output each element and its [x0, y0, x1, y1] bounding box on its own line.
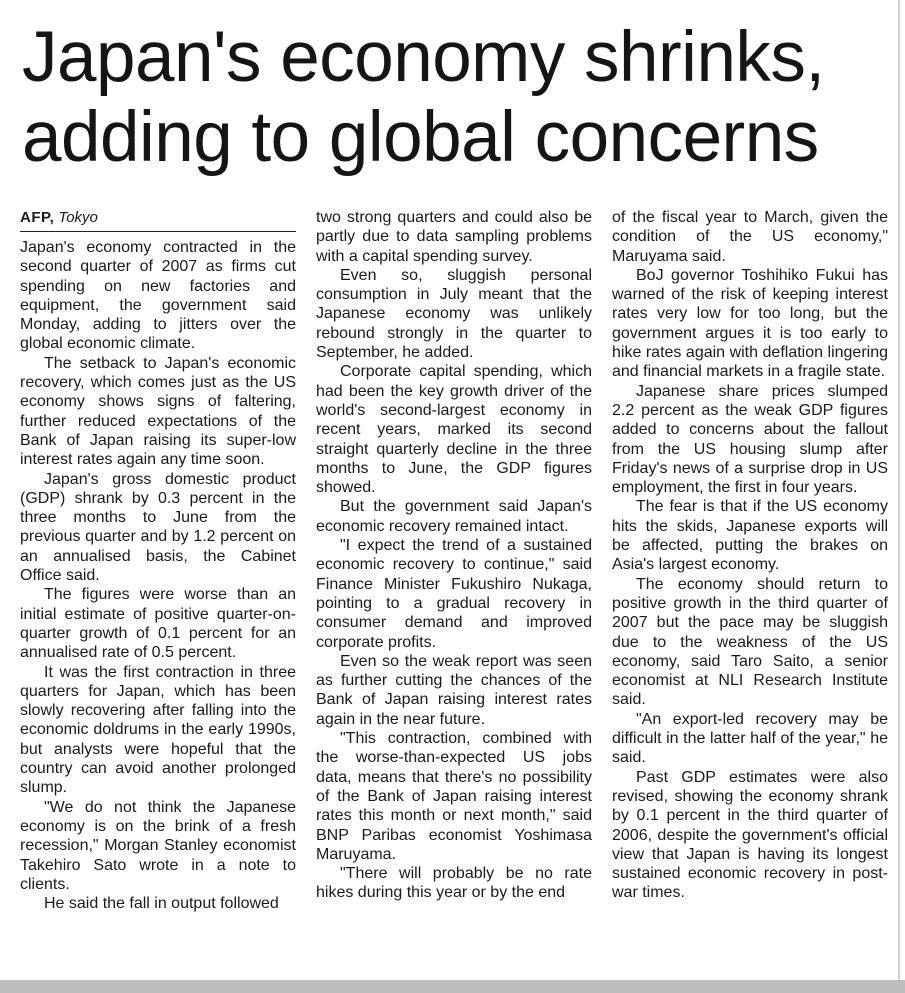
byline-agency: AFP, — [20, 209, 55, 226]
paragraph: of the fiscal year to March, given the condition of the US economy," Maruyama said. — [612, 209, 888, 265]
column-3 — [612, 208, 888, 968]
paragraph: It was the first contraction in three quarters for Japan, which has been slowly recovering after falling into the economic doldrums in the early 1990s, but analysts were hopeful that the country can avoid another prolonged slump. — [20, 663, 296, 797]
article-body — [20, 208, 888, 968]
paragraph: The economy should return to positive growth in the third quarter of 2007 but the pace may be sluggish due to the weakness of the US economy, said Taro Saito, a senior economist at NLI Research Institute said. — [612, 575, 888, 709]
paragraph: BoJ governor Toshihiko Fukui has warned of the risk of keeping interest rates very low for too long, but the government argues it is too early to hike rates again with deflation lingering and financial markets in a fragile state. — [612, 266, 888, 381]
paragraph: Past GDP estimates were also revised, showing the economy shrank by 0.1 percent in the third quarter of 2006, despite the government's official view that Japan is having its longest sustained economic recovery in post-war times. — [612, 768, 888, 902]
paragraph: Japan's gross domestic product (GDP) shrank by 0.3 percent in the three months to June from the previous quarter and by 1.2 percent on an annualised basis, the Cabinet Office said. — [20, 470, 296, 585]
paragraph: "We do not think the Japanese economy is on the brink of a fresh recession," Morgan Stanley economist Takehiro Sato wrote in a note to clients. — [20, 798, 296, 893]
byline — [20, 208, 296, 232]
paragraph: The fear is that if the US economy hits the skids, Japanese exports will be affected, putting the brakes on Asia's largest economy. — [612, 498, 888, 574]
byline-place: Tokyo — [58, 209, 98, 226]
paragraph: Corporate capital spending, which had been the key growth driver of the world's second-largest economy in recent years, marked its second straight quarterly decline in the three months to June, the GDP figures showed. — [316, 363, 592, 497]
headline-line-1: Japan's economy shrinks, — [22, 18, 825, 97]
paragraph: Japan's economy contracted in the second quarter of 2007 as firms cut spending on new factories and equipment, the government said Monday, adding to jitters over the global economic climate. — [20, 239, 296, 353]
paragraph: The setback to Japan's economic recovery, which comes just as the US economy shows signs of faltering, further reduced expectations of the Bank of Japan raising its super-low interest rates again any time soon. — [20, 354, 296, 469]
bottom-border-bar — [0, 980, 905, 993]
paragraph: Japanese share prices slumped 2.2 percent as the weak GDP figures added to concerns about the fallout from the US housing slump after Friday's news of a surprise drop in US employment, the first in four years. — [612, 382, 888, 497]
paragraph: "There will probably be no rate hikes during this year or by the end — [316, 865, 592, 902]
paragraph: But the government said Japan's economic recovery remained intact. — [316, 498, 592, 535]
page-edge-rule — [898, 0, 900, 993]
paragraph: Even so the weak report was seen as further cutting the chances of the Bank of Japan raising interest rates again in the near future. — [316, 652, 592, 728]
column-2 — [316, 208, 592, 968]
paragraph: two strong quarters and could also be partly due to data sampling problems with a capital spending survey. — [316, 209, 592, 265]
paragraph: "I expect the trend of a sustained economic recovery to continue," said Finance Minister Fukushiro Nukaga, pointing to a gradual recovery in consumer demand and improved corporate profits. — [316, 537, 592, 651]
headline — [22, 18, 892, 178]
paragraph: He said the fall in output followed — [44, 895, 279, 913]
paragraph: "An export-led recovery may be difficult in the latter half of the year," he said. — [612, 710, 888, 767]
paragraph: "This contraction, combined with the worse-than-expected US jobs data, means that there's no possibility of the Bank of Japan raising interest rates this month or next month," said BNP Paribas economist Yoshimasa Maruyama. — [316, 730, 592, 863]
column-1 — [20, 208, 296, 968]
paragraph: The figures were worse than an initial estimate of positive quarter-on-quarter growth of 0.1 percent for an annualised rate of 0.5 percent. — [20, 586, 296, 662]
paragraph: Even so, sluggish personal consumption in July meant that the Japanese economy was unlikely rebound strongly in the quarter to September, he added. — [316, 266, 592, 362]
headline-line-2: adding to global concerns — [22, 98, 819, 177]
